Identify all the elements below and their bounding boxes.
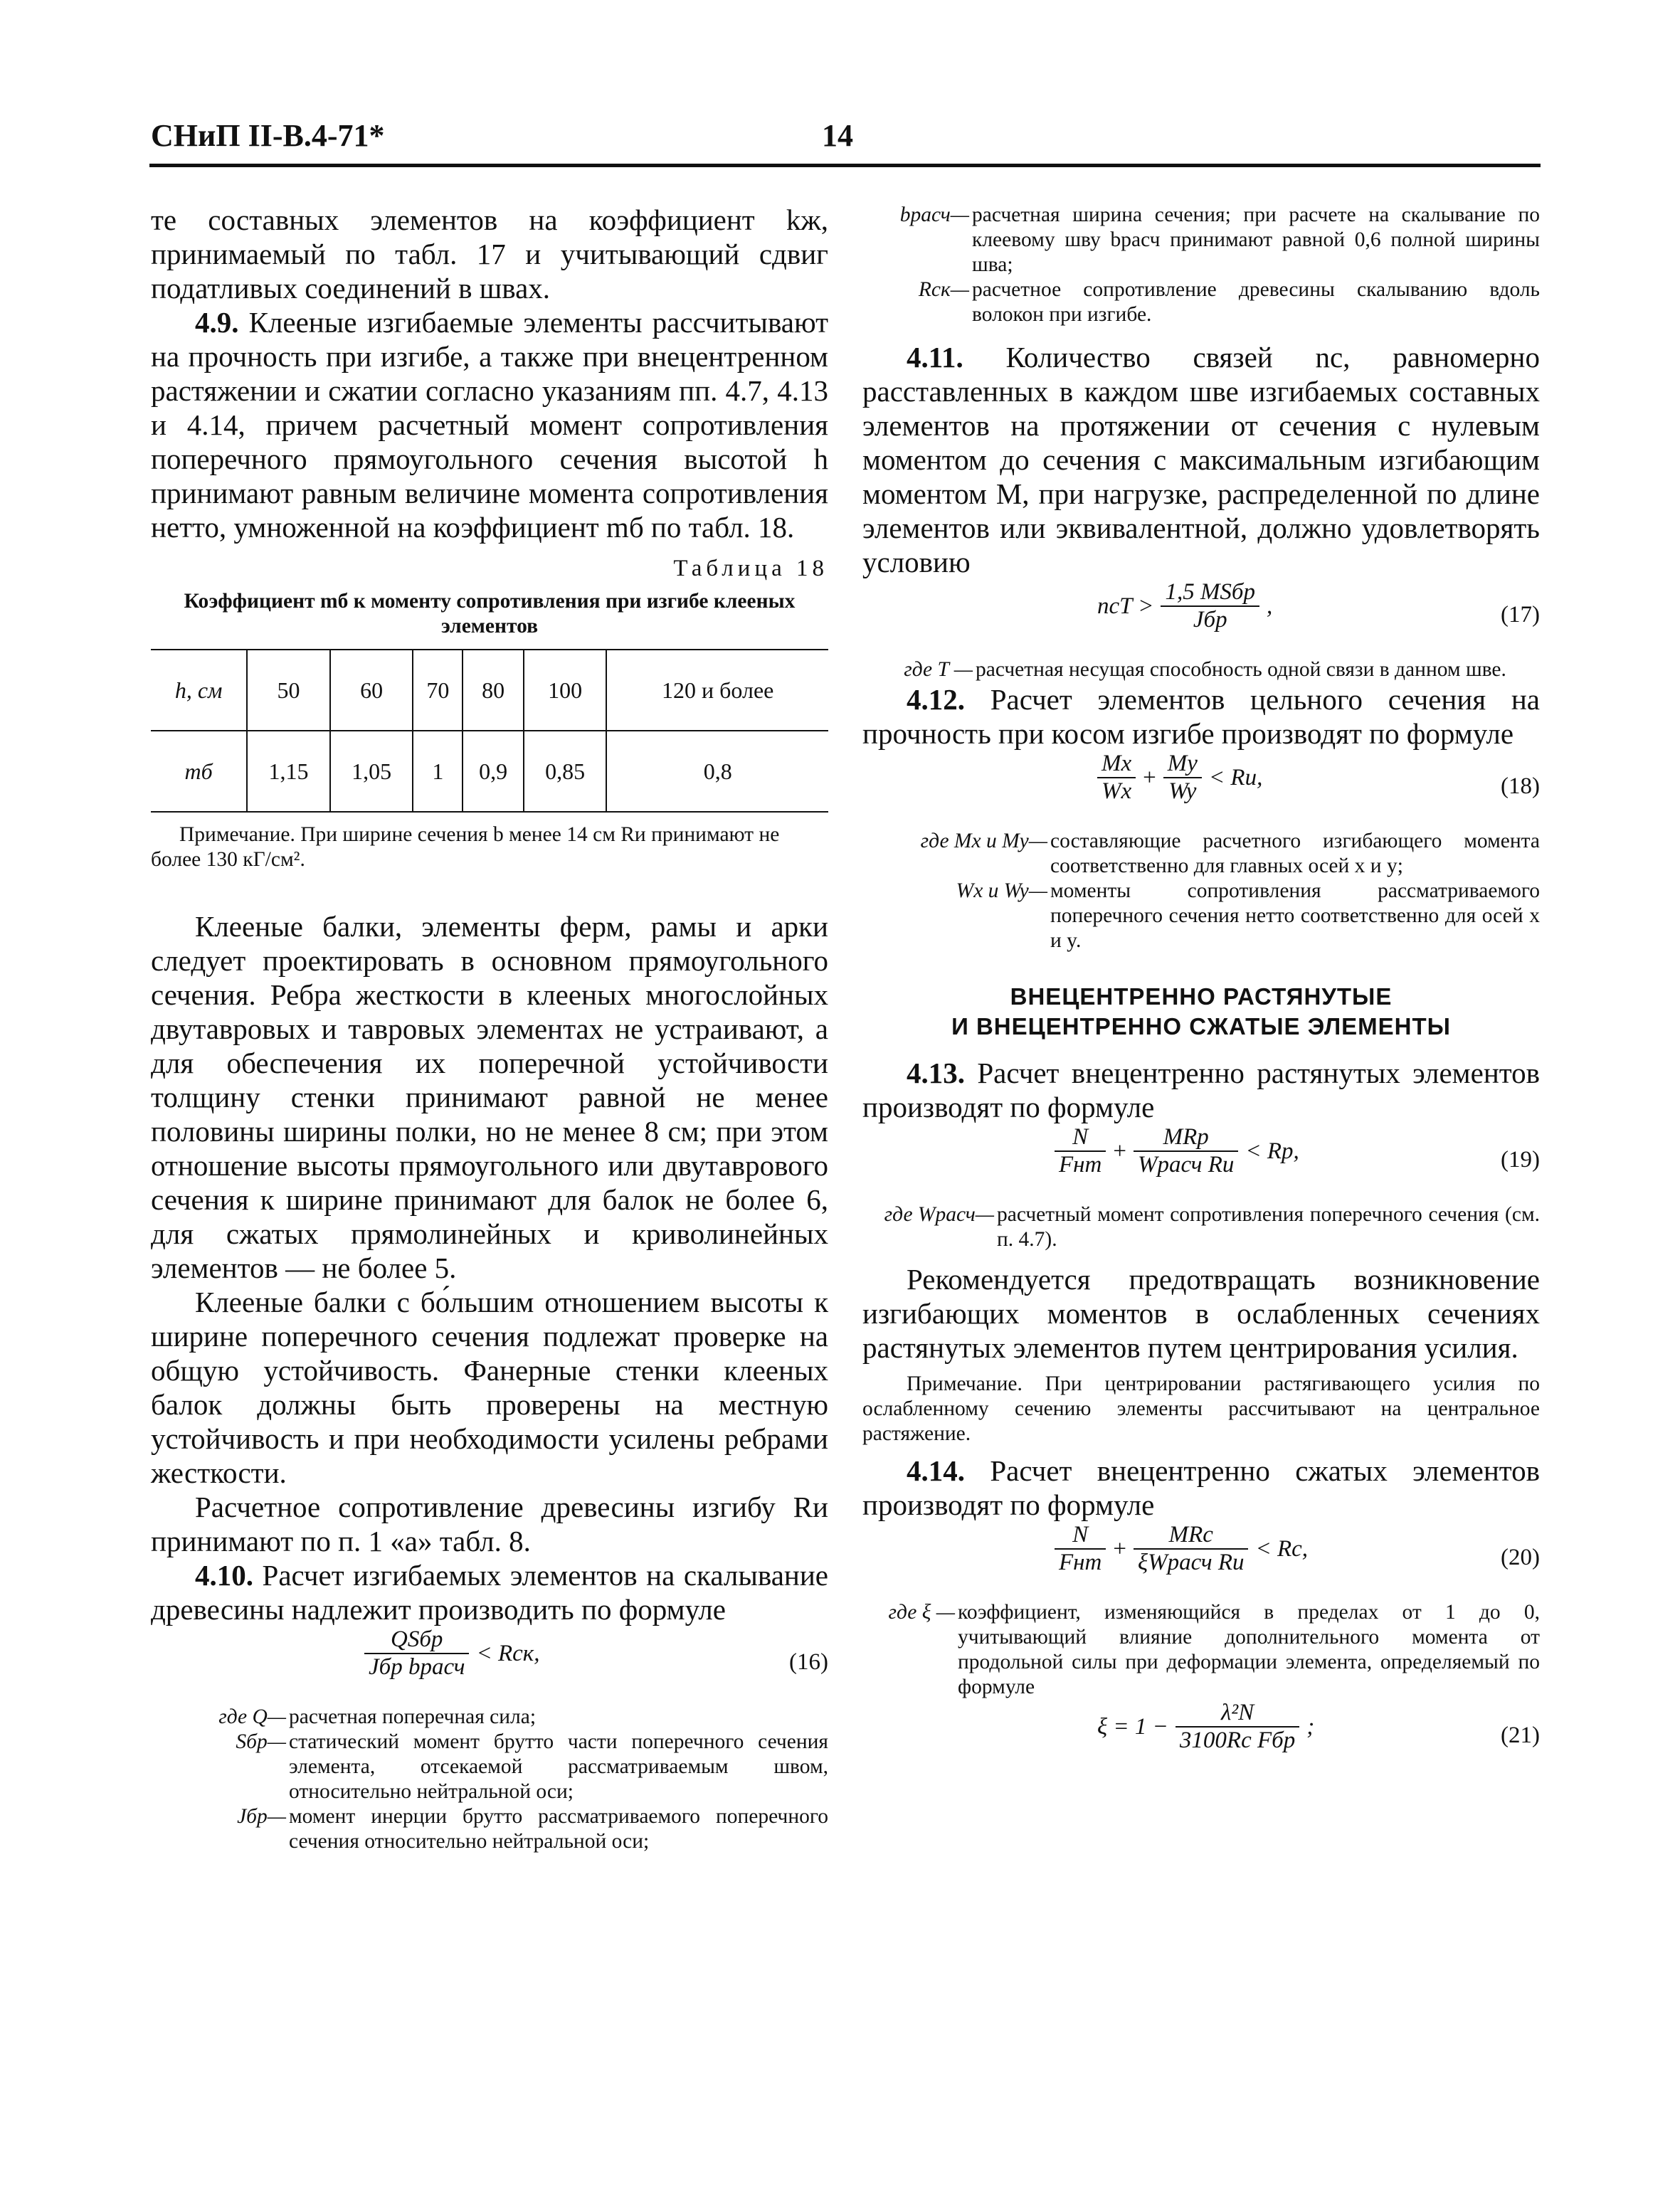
fraction: $\frac{\text{MRс}}{\text{ξWрасч Rи}}$ bbox=[1134, 1522, 1248, 1576]
clause-number: 4.13. bbox=[907, 1057, 965, 1089]
clause-text: Количество связей nс, равномерно расставленных в каждом шве изгибаемых составных элементов на протяжении от сечения с нулевым моментом до сечения с максимальным изгибающим моментом M, при нагрузке, распределенной по длине элементов или эквивалентной, должно удовлетворять условию bbox=[862, 341, 1540, 578]
fraction: $\frac{My}{Wy}$ bbox=[1163, 751, 1202, 805]
table-row-h bbox=[151, 650, 828, 731]
paragraph-resistance: Расчетное сопротивление древесины изгибу Rи принимают по п. 1 «а» табл. 8. bbox=[151, 1491, 828, 1557]
paragraph-4-13 bbox=[862, 1056, 1540, 1124]
table-cell: 1,05 bbox=[330, 731, 413, 812]
paragraph-4-9 bbox=[151, 305, 828, 544]
table-cell: 0,85 bbox=[524, 731, 607, 812]
fraction: $\frac{\text{MRр}}{\text{Wрасч Rи}}$ bbox=[1134, 1124, 1238, 1178]
paragraph-beams-stability: Клееные балки с бо́льшим отношением высоты к ширине поперечного сечения подлежат проверке на общую устойчивость. Фанерные стенки клееных балок должны быть проверены на местную устойчивость и при необходимости усилены ребрами жесткости. bbox=[151, 1286, 828, 1489]
definitions-16 bbox=[151, 1705, 828, 1854]
formula-rhs: , bbox=[1267, 593, 1273, 619]
table-row-header: mб bbox=[151, 731, 247, 812]
note-centering: Примечание. При центрировании растягивающего усилия по ослабленному сечению элементы рассчитывают на центральное растяжение. bbox=[862, 1372, 1540, 1445]
formula-rhs: < Rи, bbox=[1208, 764, 1263, 790]
definition-item: Jбр— момент инерции брутто рассматриваемого поперечного сечения относительно нейтральной оси; bbox=[237, 1805, 828, 1853]
clause-number: 4.12. bbox=[907, 683, 965, 716]
clause-text: Расчет внецентренно сжатых элементов производят по формуле bbox=[862, 1454, 1541, 1521]
formula-rhs: < Rск, bbox=[476, 1640, 540, 1666]
formula-number: (16) bbox=[789, 1649, 828, 1675]
document-code: СНиП II-В.4-71* bbox=[151, 118, 385, 153]
formula-18 bbox=[862, 751, 1540, 829]
table-cell: 0,8 bbox=[606, 731, 828, 812]
table-note: Примечание. При ширине сечения b менее 14 см Rи принимают не более 130 кГ/см². bbox=[151, 823, 780, 871]
paragraph-4-12 bbox=[862, 682, 1540, 751]
definition-item: где Wрасч— расчетный момент сопротивления поперечного сечения (см. п. 4.7). bbox=[884, 1203, 1540, 1251]
definition-item: Sбр— статический момент брутто части поперечного сечения элемента, отсекаемой рассматриваемым швом, относительно нейтральной оси; bbox=[236, 1730, 828, 1803]
definition-item: где Mx и My— составляющие расчетного изгибающего момента соответственно для главных осей x и y; bbox=[920, 830, 1540, 877]
section-title: ВНЕЦЕНТРЕННО РАСТЯНУТЫЕ И ВНЕЦЕНТРЕННО СЖАТЫЕ ЭЛЕМЕНТЫ bbox=[951, 983, 1451, 1039]
table-row-header: h, см bbox=[151, 650, 247, 731]
definitions-20 bbox=[862, 1600, 1540, 1700]
formula-rhs: < Rр, bbox=[1245, 1138, 1299, 1164]
clause-number: 4.11. bbox=[907, 341, 963, 374]
definition-item: Wx и Wy— моменты сопротивления рассматриваемого поперечного сечения нетто соответственно для осей x и y. bbox=[956, 879, 1540, 952]
formula-number: (17) bbox=[1501, 602, 1540, 628]
plus-sign: + bbox=[1113, 1535, 1126, 1562]
definitions-top bbox=[862, 203, 1540, 327]
paragraph-4-10 bbox=[151, 1558, 828, 1626]
clause-number: 4.10. bbox=[195, 1559, 253, 1592]
definitions-17 bbox=[862, 657, 1540, 682]
formula-number: (21) bbox=[1501, 1723, 1540, 1748]
right-column bbox=[862, 203, 1540, 1778]
definition-item: где T — расчетная несущая способность одной связи в данном шве. bbox=[904, 658, 1506, 681]
table-cell: 0,9 bbox=[463, 731, 523, 812]
clause-text: Расчет изгибаемых элементов на скалывание древесины надлежит производить по формуле bbox=[151, 1559, 829, 1626]
fraction: $\frac{\text{1,5 MSбр}}{\text{Jбр}}$ bbox=[1161, 579, 1259, 633]
clause-text: Расчет элементов цельного сечения на прочность при косом изгибе производят по формуле bbox=[862, 683, 1540, 750]
left-column bbox=[151, 203, 828, 1854]
paragraph-continuation: те составных элементов на коэффициент kж, принимаемый по табл. 17 и учитывающий сдвиг податливых соединений в швах. bbox=[151, 203, 828, 305]
table-cell: 50 bbox=[247, 650, 330, 731]
plus-sign: + bbox=[1143, 764, 1156, 790]
fraction: $\frac{\text{QSбр}}{\text{Jбр bрасч}}$ bbox=[364, 1626, 469, 1681]
fraction: $\frac{\text{λ²N}}{\text{3100Rс Fбр}}$ bbox=[1176, 1700, 1299, 1754]
formula-lhs: ξ = 1 − bbox=[1097, 1713, 1168, 1740]
paragraph-4-14 bbox=[862, 1454, 1540, 1522]
formula-16 bbox=[151, 1626, 828, 1705]
formula-number: (20) bbox=[1501, 1545, 1540, 1570]
table-cell: 60 bbox=[330, 650, 413, 731]
page-number: 14 bbox=[822, 118, 853, 153]
clause-number: 4.14. bbox=[907, 1454, 965, 1487]
table-cell: 1 bbox=[413, 731, 463, 812]
table-row-m bbox=[151, 731, 828, 812]
table-cell: 1,15 bbox=[247, 731, 330, 812]
clause-text: Клееные изгибаемые элементы рассчитывают на прочность при изгибе, а также при внецентренном растяжении и сжатии согласно указаниям пп. 4.7, 4.13 и 4.14, причем расчетный момент сопротивления поперечного прямоугольного сечения высотой h принимают равным величине момента сопротивления нетто, умноженной на коэффициент mб по табл. 18. bbox=[151, 306, 828, 544]
clause-number: 4.9. bbox=[195, 306, 239, 339]
paragraph-4-11 bbox=[862, 340, 1540, 579]
clause-text: Расчет внецентренно растянутых элементов производят по формуле bbox=[862, 1057, 1540, 1123]
table-cell: 70 bbox=[413, 650, 463, 731]
fraction: $\frac{N}{\text{Fнт}}$ bbox=[1055, 1522, 1106, 1576]
definition-item: bрасч— расчетная ширина сечения; при расчете на скалывание по клеевому шву bрасч принимают равной 0,6 полной ширины шва; bbox=[899, 203, 1540, 276]
table-cell: 120 и более bbox=[606, 650, 828, 731]
formula-rhs: ; bbox=[1306, 1713, 1315, 1740]
formula-lhs: nсT > bbox=[1097, 593, 1154, 619]
table-label: Таблица 18 bbox=[673, 556, 828, 581]
fraction: $\frac{Mx}{Wx}$ bbox=[1097, 751, 1136, 805]
formula-number: (18) bbox=[1501, 773, 1540, 799]
formula-17 bbox=[862, 579, 1540, 657]
table-title: Коэффициент mб к моменту сопротивления при изгибе клееных элементов bbox=[184, 590, 796, 637]
formula-21 bbox=[862, 1700, 1540, 1778]
header-rule bbox=[149, 164, 1541, 167]
plus-sign: + bbox=[1113, 1138, 1126, 1164]
table-cell: 100 bbox=[524, 650, 607, 731]
definitions-18 bbox=[862, 829, 1540, 953]
definition-item: где Q— расчетная поперечная сила; bbox=[218, 1705, 537, 1728]
fraction: $\frac{N}{\text{Fнт}}$ bbox=[1055, 1124, 1106, 1178]
definitions-19 bbox=[862, 1202, 1540, 1252]
definition-item: Rск— расчетное сопротивление древесины скалыванию вдоль волокон при изгибе. bbox=[918, 278, 1540, 326]
formula-number: (19) bbox=[1501, 1147, 1540, 1173]
formula-rhs: < Rс, bbox=[1255, 1535, 1309, 1562]
formula-19 bbox=[862, 1124, 1540, 1202]
formula-20 bbox=[862, 1522, 1540, 1600]
table-18 bbox=[151, 649, 828, 813]
paragraph-recommendation: Рекомендуется предотвращать возникновение изгибающих моментов в ослабленных сечениях растянутых элементов путем центрирования усилия. bbox=[862, 1263, 1540, 1364]
paragraph-beams: Клееные балки, элементы ферм, рамы и арки следует проектировать в основном прямоугольного сечения. Ребра жесткости в клееных многослойных двутавровых и тавровых элементах не устраивают, а для обеспечения их поперечной устойчивости толщину стенки принимают равной не менее половины ширины полки, но не менее 8 см; при этом отношение высоты прямоугольного или двутаврового сечения к ширине принимают для балок не более 6, для сжатых прямолинейных и криволинейных элементов — не более 5. bbox=[151, 910, 828, 1284]
table-cell: 80 bbox=[463, 650, 523, 731]
definition-item: где ξ — коэффициент, изменяющийся в пределах от 1 до 0, учитывающий влияние дополнительного момента от продольной силы при деформации элемента, определяемый по формуле bbox=[888, 1601, 1540, 1698]
